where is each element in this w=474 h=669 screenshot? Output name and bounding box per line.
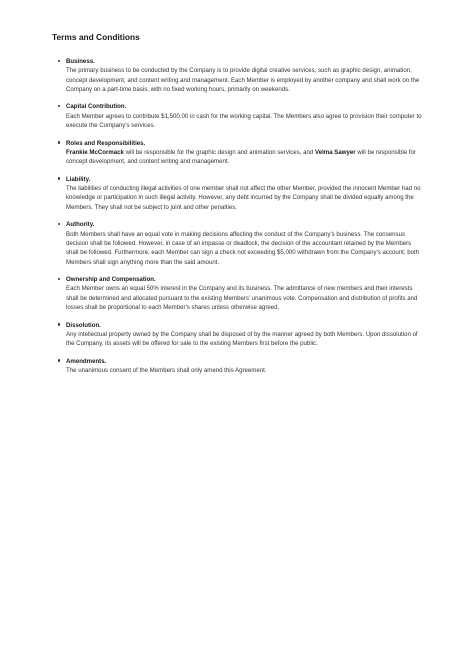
member-name-1: Frankie McCormack [66, 148, 124, 156]
term-body: The primary business to be conducted by the Company is to provide digital creative services, such as graphic design, animation, concept development, and content writing and management. Each Member is employed by another company and shall work on the Company on a part-time basis, with no fixed working hours, primarily on weekends. [66, 67, 420, 93]
document-title: Terms and Conditions [52, 32, 140, 42]
member-name-2: Velma Sawyer [314, 148, 356, 156]
term-body-text: will be responsible for the graphic design and animation services, and [123, 148, 315, 156]
term-body: The unanimous consent of the Members shall only amend this Agreement. [66, 367, 267, 375]
term-heading: Liability. [66, 175, 91, 183]
term-body: Each Member agrees to contribute $1,500.00 in cash for the working capital. The Members also agree to provision their computer to execute the Company's services. [66, 112, 422, 130]
term-heading: Capital Contribution. [66, 103, 127, 111]
terms-list [56, 57, 424, 384]
term-body: The liabilities of conducting illegal activities of one member shall not affect the other Member, provided the innocent Member had no knowledge or participation in such illegal activity. However, any debt incurred by the Company shall be divided equally among the Members. They shall not be subject to joint and other penalties. [66, 185, 421, 211]
term-heading: Authority. [66, 221, 95, 229]
bullet-icon [58, 177, 60, 179]
bullet-icon [58, 359, 60, 361]
term-body [66, 148, 424, 167]
bullet-icon [58, 323, 60, 325]
term-amendments [56, 357, 424, 376]
term-heading: Business. [66, 58, 95, 65]
term-body-text: will be responsible for concept development, and content writing and management. [66, 148, 416, 166]
term-heading: Roles and Responsibilities. [66, 139, 146, 147]
bullet-icon [58, 105, 60, 107]
term-heading: Amendments. [66, 357, 107, 365]
term-body: Both Members shall have an equal vote in making decisions affecting the conduct of the Company's business. The consensus decision shall be followed. However, in case of an impasse or deadlock, the decision of the accountant retained by the Members shall be followed. Furthermore, each Member can sign a check not exceeding $5,000 withdrawn from the Company's account; both Members shall sign anything more than the said amount. [66, 230, 420, 266]
term-liability [56, 175, 424, 212]
term-heading: Dissolution. [66, 321, 101, 329]
term-body: Any intellectual property owned by the Company shall be disposed of by the manner agreed by both Members. Upon dissolution of the Company, its assets will be offered for sale to the existing Members first before the public. [66, 330, 418, 348]
bullet-icon [58, 141, 60, 143]
term-capital-contribution [56, 102, 424, 130]
term-roles-responsibilities [56, 139, 424, 167]
bullet-icon [58, 278, 60, 280]
term-ownership-compensation [56, 275, 424, 312]
bullet-icon [58, 223, 60, 225]
bullet-icon [58, 60, 60, 62]
term-authority [56, 220, 424, 266]
term-body: Each Member owns an equal 50% interest in the Company and its business. The admittance of new members and their interests shall be determined and allocated pursuant to the existing Members' unanimous vote. Compensation and distribution of profits and losses shall be proportional to each Member's shares unless otherwise agreed. [66, 285, 418, 312]
term-dissolution [56, 321, 424, 349]
term-business [56, 57, 424, 94]
term-heading: Ownership and Compensation. [66, 276, 156, 284]
